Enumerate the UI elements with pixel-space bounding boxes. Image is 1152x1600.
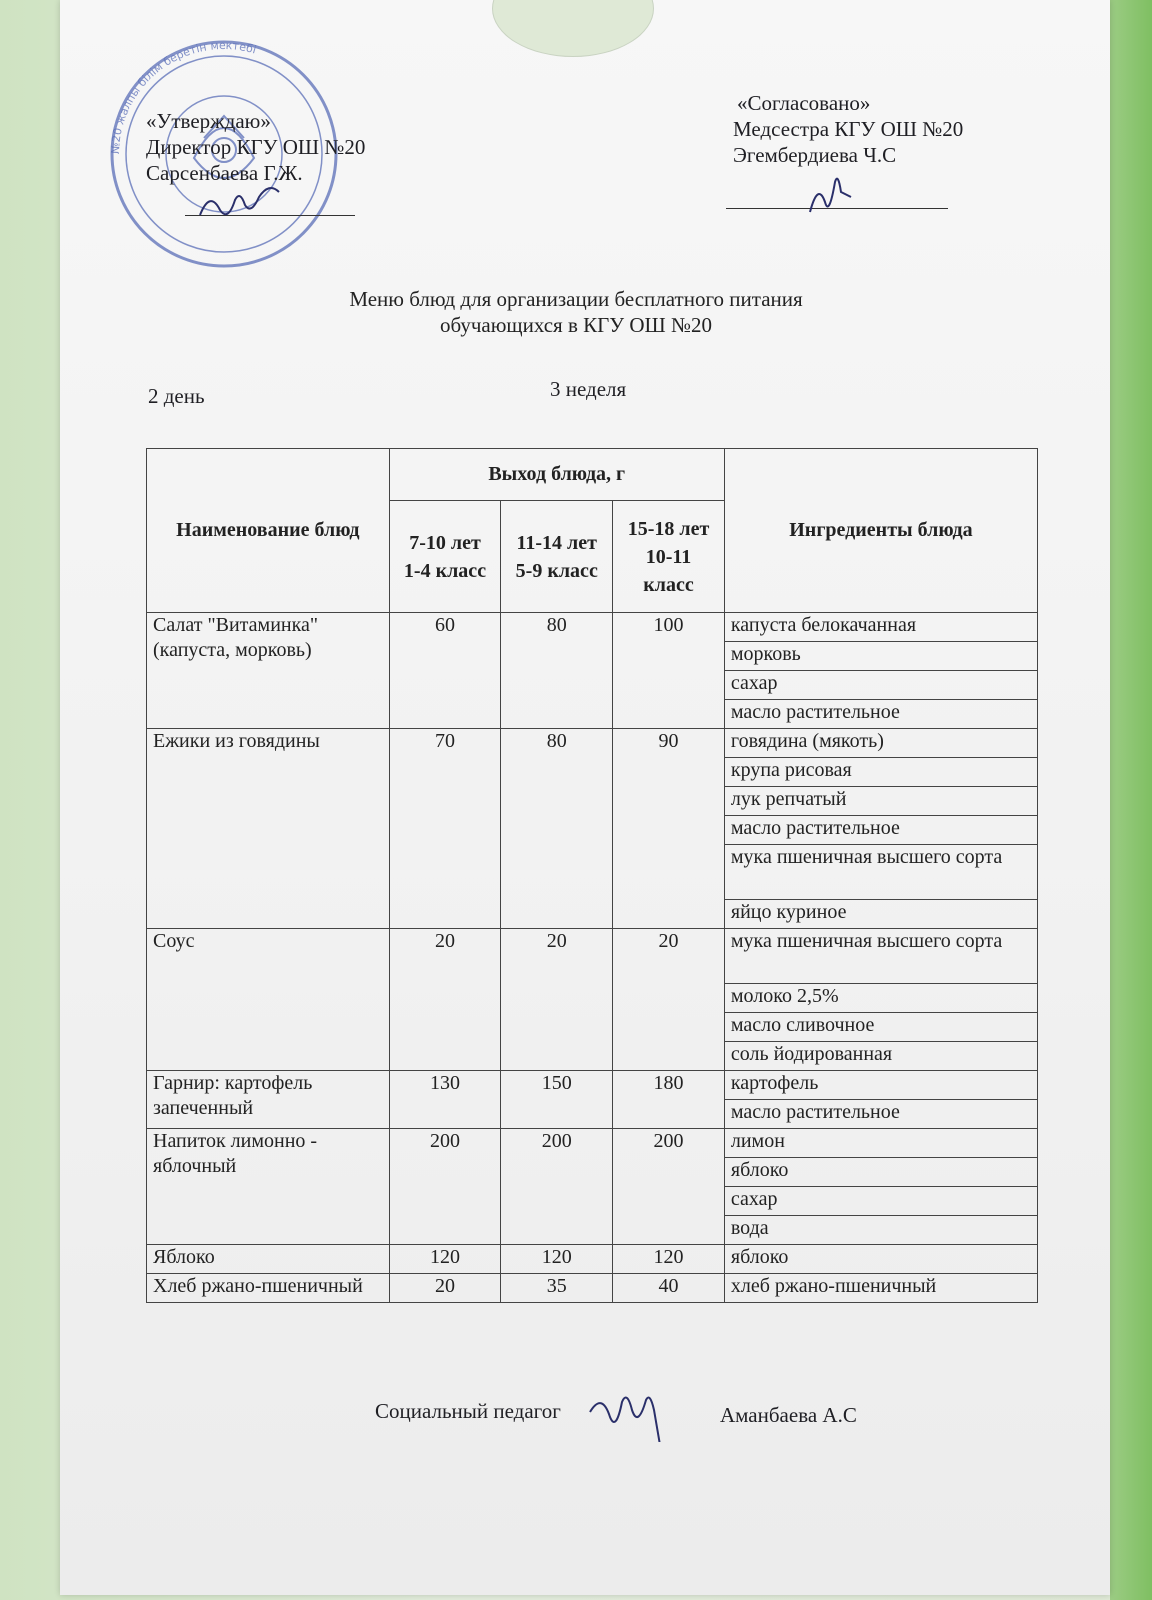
director-signature bbox=[195, 180, 285, 230]
ingredient: яблоко bbox=[724, 1158, 1037, 1187]
title-line-1: Меню блюд для организации бесплатного питания bbox=[349, 287, 803, 311]
dish-portion-g2: 80 bbox=[501, 729, 613, 929]
table-row bbox=[147, 1245, 1038, 1274]
dish-portion-g3: 90 bbox=[613, 729, 725, 929]
table-row bbox=[147, 929, 1038, 984]
dish-portion-g2: 150 bbox=[501, 1071, 613, 1129]
ingredient: лимон bbox=[724, 1129, 1037, 1158]
ingredient: соль йодированная bbox=[724, 1042, 1037, 1071]
ingredient: яйцо куриное bbox=[724, 900, 1037, 929]
social-pedagogue-signature bbox=[585, 1382, 680, 1442]
ingredient: говядина (мякоть) bbox=[724, 729, 1037, 758]
ingredient: крупа рисовая bbox=[724, 758, 1037, 787]
approval-heading: «Утверждаю» bbox=[146, 109, 271, 133]
ingredient: хлеб ржано-пшеничный bbox=[724, 1274, 1037, 1303]
ingredient: яблоко bbox=[724, 1245, 1037, 1274]
dish-portion-g1: 20 bbox=[389, 929, 501, 1071]
dish-name: Салат "Витаминка" (капуста, морковь) bbox=[147, 613, 390, 729]
table-row bbox=[147, 1129, 1038, 1158]
punch-hole bbox=[492, 0, 654, 57]
dish-portion-g3: 180 bbox=[613, 1071, 725, 1129]
header-output: Выход блюда, г bbox=[389, 449, 724, 501]
green-folder-edge bbox=[1110, 0, 1152, 1600]
ingredient: масло растительное bbox=[724, 700, 1037, 729]
menu-body bbox=[147, 613, 1038, 1303]
dish-name: Напиток лимонно - яблочный bbox=[147, 1129, 390, 1245]
ingredient: морковь bbox=[724, 642, 1037, 671]
dish-portion-g2: 200 bbox=[501, 1129, 613, 1245]
dish-name: Хлеб ржано-пшеничный bbox=[147, 1274, 390, 1303]
ingredient: мука пшеничная высшего сорта bbox=[724, 845, 1037, 900]
table-row bbox=[147, 729, 1038, 758]
dish-portion-g1: 60 bbox=[389, 613, 501, 729]
agreement-name: Эгембердиева Ч.С bbox=[733, 143, 897, 167]
approval-block bbox=[146, 108, 365, 186]
dish-portion-g3: 100 bbox=[613, 613, 725, 729]
footer-role: Социальный педагог bbox=[375, 1399, 561, 1423]
header-age-group: 11-14 лет 5-9 класс bbox=[501, 501, 613, 613]
ingredient: масло сливочное bbox=[724, 1013, 1037, 1042]
table-row bbox=[147, 1274, 1038, 1303]
ingredient: лук репчатый bbox=[724, 787, 1037, 816]
dish-portion-g2: 80 bbox=[501, 613, 613, 729]
ingredient: масло растительное bbox=[724, 1100, 1037, 1129]
dish-portion-g3: 20 bbox=[613, 929, 725, 1071]
ingredient: масло растительное bbox=[724, 816, 1037, 845]
ingredient: мука пшеничная высшего сорта bbox=[724, 929, 1037, 984]
dish-portion-g2: 20 bbox=[501, 929, 613, 1071]
table-row bbox=[147, 1071, 1038, 1100]
dish-portion-g1: 20 bbox=[389, 1274, 501, 1303]
day-label: 2 день bbox=[148, 384, 205, 408]
ingredient: вода bbox=[724, 1216, 1037, 1245]
dish-portion-g2: 120 bbox=[501, 1245, 613, 1274]
dish-portion-g3: 200 bbox=[613, 1129, 725, 1245]
nurse-signature bbox=[800, 172, 860, 227]
document-title bbox=[0, 286, 1152, 338]
week-label: 3 неделя bbox=[550, 377, 627, 401]
approval-name: Сарсенбаева Г.Ж. bbox=[146, 161, 303, 185]
header-ingredients: Ингредиенты блюда bbox=[724, 449, 1037, 613]
header-age-group: 15-18 лет 10-11 класс bbox=[613, 501, 725, 613]
header-age-group: 7-10 лет 1-4 класс bbox=[389, 501, 501, 613]
dish-name: Яблоко bbox=[147, 1245, 390, 1274]
agreement-position: Медсестра КГУ ОШ №20 bbox=[733, 117, 964, 141]
dish-portion-g3: 40 bbox=[613, 1274, 725, 1303]
agreement-block bbox=[733, 90, 963, 168]
dish-name: Гарнир: картофель запеченный bbox=[147, 1071, 390, 1129]
approval-position: Директор КГУ ОШ №20 bbox=[146, 135, 366, 159]
dish-portion-g2: 35 bbox=[501, 1274, 613, 1303]
ingredient: картофель bbox=[724, 1071, 1037, 1100]
ingredient: сахар bbox=[724, 1187, 1037, 1216]
dish-portion-g1: 120 bbox=[389, 1245, 501, 1274]
dish-portion-g1: 70 bbox=[389, 729, 501, 929]
footer-name: Аманбаева А.С bbox=[720, 1403, 857, 1427]
ingredient: капуста белокачанная bbox=[724, 613, 1037, 642]
stamp-ring-text: №20 жалпы білім беретін мектебі bbox=[108, 38, 258, 155]
title-line-2: обучающихся в КГУ ОШ №20 bbox=[439, 313, 713, 337]
dish-name: Ежики из говядины bbox=[147, 729, 390, 929]
ingredient: сахар bbox=[724, 671, 1037, 700]
dish-portion-g1: 130 bbox=[389, 1071, 501, 1129]
dish-portion-g1: 200 bbox=[389, 1129, 501, 1245]
dish-name: Соус bbox=[147, 929, 390, 1071]
header-dish-name: Наименование блюд bbox=[147, 449, 390, 613]
ingredient: молоко 2,5% bbox=[724, 984, 1037, 1013]
table-row bbox=[147, 613, 1038, 642]
menu-table bbox=[146, 448, 1038, 1303]
dish-portion-g3: 120 bbox=[613, 1245, 725, 1274]
agreement-heading: «Согласовано» bbox=[737, 91, 871, 115]
